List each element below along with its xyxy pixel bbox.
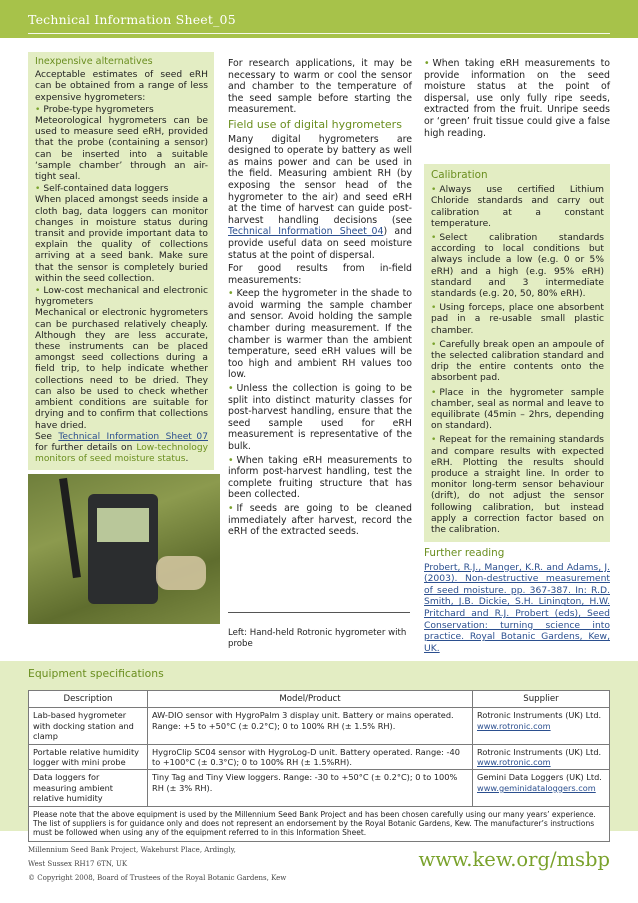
description-cell: Lab-based hygrometer with docking station and clamp <box>29 708 148 744</box>
equipment-table <box>28 690 610 842</box>
see-prefix: See <box>35 431 59 442</box>
sample-chamber <box>156 556 206 590</box>
bullet-icon: • <box>431 233 437 244</box>
bullet-icon: • <box>35 104 41 115</box>
field-bullet-2-text: Unless the collection is going to be split into distinct maturity classes for post-harvest handling, ensure that the seed sample used for eRH measurement is representative of the bulk. <box>228 383 412 452</box>
description-cell: Data loggers for measuring ambient relative humidity <box>29 770 148 806</box>
table-row <box>29 744 610 770</box>
low-cost-item <box>35 286 208 308</box>
supplier-name: Rotronic Instruments (UK) Ltd. <box>477 746 602 757</box>
field-bullet-1-text: Keep the hygrometer in the shade to avoid warming the sample chamber and sensor. Avoid holding the sample chamber during measurement. If the chamber is warmer than the ambient temperature, seed eRH values will be too high and ambient RH values too low. <box>228 288 412 381</box>
footer-line: Millennium Seed Bank Project, Wakehurst Place, Ardingly, <box>28 846 236 854</box>
table-row <box>29 708 610 744</box>
field-bullet-4 <box>228 503 412 538</box>
equipment-note: Please note that the above equipment is used by the Millennium Seed Bank Project and has been chosen carefully using our many years’ experience. The list of suppliers is for guidance only and does not represent an endorsement by the Royal Botanic Gardens, Kew. The manufacturer’s instructions must be followed when using any of the equipment referred to in this Information Sheet. <box>29 806 610 841</box>
self-contained-text: When placed amongst seeds inside a cloth bag, data loggers can monitor changes in moisture status during transit and provide important data to explain the quality of collections arriving at a seed bank. Make sure that the sensor is completely buried within the seed collection. <box>35 195 208 284</box>
equipment-heading: Equipment specifications <box>28 667 164 680</box>
see-end: . <box>185 454 189 465</box>
bullet-icon: • <box>424 58 430 69</box>
middle-column <box>228 58 412 540</box>
field-use-heading: Field use of digital hygrometers <box>228 117 402 131</box>
bullet-icon: • <box>431 387 437 398</box>
model-cell: Tiny Tag and Tiny View loggers. Range: -30 to +50°C (± 0.2°C); 0 to 100% RH (± 3% RH). <box>148 770 473 806</box>
field-use-text-a: Many digital hygrometers are designed to operate by battery as well as mains power and can be used in the field. Measuring ambient RH (by exposing the sensor head of the hygrometer to the air) and seed eRH at the time of harvest can guide post-harvest handling decisions (see <box>228 133 412 226</box>
inexpensive-intro: Acceptable estimates of seed eRH can be obtained from a range of less expensive hygrometers: <box>35 70 208 103</box>
calibration-item <box>431 388 604 433</box>
bullet-icon: • <box>35 286 41 297</box>
footer-copyright: © Copyright 2008, Board of Trustees of the Royal Botanic Gardens, Kew <box>28 874 287 882</box>
field-bullet-2 <box>228 383 412 453</box>
field-bullet-3 <box>228 455 412 501</box>
low-cost-text: Mechanical or electronic hygrometers can be purchased relatively cheaply. Although they are less accurate, these instruments can be placed amongst seed collections during a field trip, to help indicate whether collections need to be dried. They can also be used to check whether ambient conditions are suitable for drying and to confirm that collections have dried. <box>35 308 208 431</box>
model-cell: AW-DIO sensor with HygroPalm 3 display unit. Battery or mains operated. Range: +5 to +50°C (± 0.2°C); 0 to 100% RH (± 1.5% RH). <box>148 708 473 744</box>
bullet-icon: • <box>228 454 234 466</box>
sheet-04-link[interactable]: Technical Information Sheet_04 <box>228 226 384 238</box>
calibration-item-text: Carefully break open an ampoule of the selected calibration standard and drip the entire contents onto the absorbent pad. <box>431 339 604 384</box>
header-bar <box>0 0 638 38</box>
supplier-link[interactable]: www.geminidataloggers.com <box>477 782 596 793</box>
calibration-item-text: Repeat for the remaining standards and compare results with expected eRH. Plotting the results should produce a straight line. In order to monitor long-term sensor behaviour (drift), do not adjust the sensor following calibration, but instead apply a correction factor based on the calibration. <box>431 435 604 536</box>
right-column <box>424 58 610 141</box>
probe-type-item <box>35 105 208 116</box>
bullet-icon: • <box>228 288 234 300</box>
research-paragraph: For research applications, it may be necessary to warm or cool the sensor and chamber to the temperature of the seed sample before starting the measurement. <box>228 58 412 116</box>
calibration-item-text: Always use certified Lithium Chloride standards and carry out calibration at a constant temperature. <box>431 185 604 229</box>
low-cost-label: Low-cost mechanical and electronic hygrometers <box>35 286 208 308</box>
footer-address <box>28 843 286 885</box>
field-use-text-b: ) and provide useful data on seed moisture status at the point of dispersal. <box>228 226 412 261</box>
calibration-box <box>424 164 610 542</box>
calibration-heading: Calibration <box>431 169 488 181</box>
calibration-item <box>431 340 604 385</box>
description-cell: Portable relative humidity logger with mini probe <box>29 744 148 770</box>
column-header: Model/Product <box>148 691 473 708</box>
supplier-link[interactable]: www.rotronic.com <box>477 757 551 768</box>
model-cell: HygroClip SC04 sensor with HygroLog-D unit. Battery operated. Range: -40 to +100°C (± 0.3°C); 0 to 100% RH (± 1.5%RH). <box>148 744 473 770</box>
sheet-07-link[interactable]: Technical Information Sheet_07 <box>58 431 208 442</box>
bullet-icon: • <box>431 339 437 350</box>
table-header-row <box>29 691 610 708</box>
self-contained-item <box>35 184 208 195</box>
column-header: Supplier <box>473 691 610 708</box>
sheet-title: Technical Information Sheet_05 <box>28 12 236 27</box>
calibration-item <box>431 185 604 230</box>
hygrometer-device <box>88 494 158 604</box>
bullet-icon: • <box>431 185 437 196</box>
field-bullet-4-text: If seeds are going to be cleaned immediately after harvest, record the eRH of the extracted seeds. <box>228 502 412 538</box>
supplier-cell <box>473 708 610 744</box>
calibration-item-text: Place in the hygrometer sample chamber, seal as normal and leave to equilibrate (45min – 2hrs, depending on standard). <box>431 387 604 432</box>
inexpensive-heading: Inexpensive alternatives <box>35 56 153 67</box>
further-reading-reference[interactable]: Probert, R.J., Manger, K.R. and Adams, J. (2003). Non-destructive measurement of seed moisture. pp. 367-387. In: R.D. Smith, J.B. Dickie, S.H. Linington, H.W. Pritchard and R.J. Probert (eds), Seed Conservation: turning science into practice. Royal Botanic Gardens, Kew, UK. <box>424 561 610 654</box>
further-reading <box>424 548 610 654</box>
low-tech-monitors-link[interactable]: Low-technology monitors of seed moisture status <box>35 442 208 465</box>
supplier-name: Gemini Data Loggers (UK) Ltd. <box>477 772 602 783</box>
calibration-item <box>431 233 604 300</box>
supplier-link[interactable]: www.rotronic.com <box>477 720 551 731</box>
good-results-paragraph: For good results from in-field measurements: <box>228 263 412 286</box>
further-reading-heading: Further reading <box>424 547 505 559</box>
bullet-icon: • <box>35 184 41 195</box>
field-bullet-3-text: When taking eRH measurements to inform post-harvest handling, test the complete fruiting structure that has been collected. <box>228 454 412 501</box>
hygrometer-photo <box>28 474 220 624</box>
bullet-icon: • <box>431 303 437 314</box>
calibration-item-text: Select calibration standards according to local conditions but always include a low (e.g. 0 or 5% eRH) and a high (e.g. 95% eRH) standard and 3 intermediate standards (e.g. 20, 50, 80% eRH). <box>431 233 604 300</box>
kew-url-link[interactable]: www.kew.org/msbp <box>418 848 610 871</box>
equipment-specifications <box>0 661 638 838</box>
table-note-row <box>29 806 610 841</box>
probe-type-label: Probe-type hygrometers <box>43 104 154 115</box>
bullet-icon: • <box>431 435 437 446</box>
supplier-name: Rotronic Instruments (UK) Ltd. <box>477 710 602 721</box>
bullet-icon: • <box>228 383 234 395</box>
header-rule <box>28 33 610 34</box>
field-use-paragraph <box>228 134 412 262</box>
calibration-item <box>431 435 604 536</box>
ripe-seeds-bullet <box>424 58 610 139</box>
calibration-item-text: Using forceps, place one absorbent pad in a re-usable small plastic chamber. <box>431 303 604 336</box>
ripe-seeds-text: When taking eRH measurements to provide information on the seed moisture status at the point of dispersal, use only fully ripe seeds, extracted from the fruit. Unripe seeds or ‘green’ fruit tissue could give a false high reading. <box>424 58 610 139</box>
photo-caption: Left: Hand-held Rotronic hygrometer with probe <box>228 628 407 649</box>
bullet-icon: • <box>228 502 234 514</box>
device-screen <box>97 508 149 542</box>
field-bullet-1 <box>228 288 412 381</box>
hygrometer-probe <box>59 478 81 578</box>
probe-type-text: Meteorological hygrometers can be used to measure seed eRH, provided that the probe (containing a sensor) can be inserted into a suitable ‘sample chamber’ through an air-tight seal. <box>35 116 208 183</box>
calibration-item <box>431 303 604 337</box>
inexpensive-alternatives-box <box>28 52 214 470</box>
caption-rule <box>228 612 410 613</box>
see-also <box>35 432 208 466</box>
self-contained-label: Self-contained data loggers <box>43 184 169 195</box>
footer-line: West Sussex RH17 6TN, UK <box>28 860 128 868</box>
see-middle: for further details on <box>35 442 137 453</box>
supplier-cell <box>473 770 610 806</box>
column-header: Description <box>29 691 148 708</box>
supplier-cell <box>473 744 610 770</box>
table-row <box>29 770 610 806</box>
